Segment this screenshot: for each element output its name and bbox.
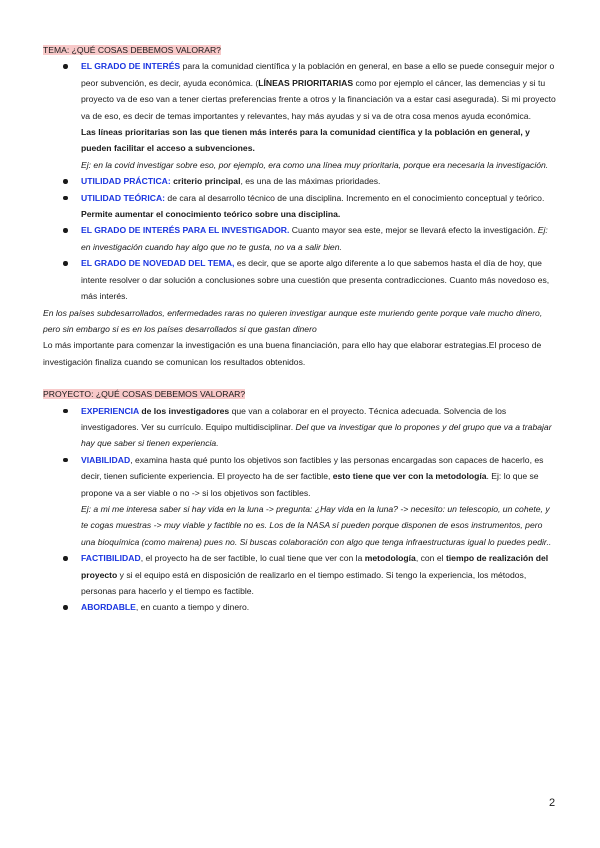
term-grado-interes: EL GRADO DE INTERÉS xyxy=(81,61,181,72)
example-text: Del que va investigar que lo propones y del grupo que va a trabajar hay que saber si tienen experiencia. xyxy=(81,421,552,449)
item-text: , es una de las máximas prioridades. xyxy=(240,176,381,187)
item-text: , con el xyxy=(415,553,446,564)
closing-paragraph: Lo más importante para comenzar la investigación es una buena financiación, para ello hay que elaborar estrategias.El proceso de investigación finaliza cuando se comunican los resultados obtenidos. xyxy=(43,340,542,367)
item-text: , en cuanto a tiempo y dinero. xyxy=(135,602,250,613)
example-text: Ej: a mi me interesa saber si hay vida en la luna -> pregunta: ¿Hay vida en la luna? -> necesito: un telescopio, un cohete, y te cogas muestras -> muy viable y factible no es. Los de la NASA sí pueden porque disponen de esos instrumentos, pero una bioquímica (como mairena) pues no. Si buscas colaboración con algo que tenga infraestructuras igual lo puedes pedir.. xyxy=(81,503,552,547)
term-utilidad-practica: UTILIDAD PRÁCTICA: xyxy=(81,176,171,187)
section-title-tema xyxy=(43,42,559,58)
term-interes-investigador: EL GRADO DE INTERÉS PARA EL INVESTIGADOR. xyxy=(81,225,290,236)
term-lineas-prioritarias: LÍNEAS PRIORITARIAS xyxy=(258,77,354,88)
item-text: y si el equipo está en disposición de realizarlo en el tiempo estimado. Si tengo la experiencia, los métodos, personas para hacerlo y el tiempo es factible. xyxy=(81,569,527,596)
term-utilidad-teorica: UTILIDAD TEÓRICA: xyxy=(81,192,166,203)
item-text: como por ejemplo el cáncer, las demencias y si tu proyecto va de eso van a tener ciertas preferencias frente a otros y la financiación va a estar casi asegurada). Si mi proyecto va de eso, es decir de temas importantes y relevantes, hay más ayudas y si va de otra cosa menos ayuda económica. xyxy=(81,77,556,121)
section-title-proyecto-text: PROYECTO: ¿QUÉ COSAS DEBEMOS VALORAR? xyxy=(43,389,246,400)
item-text: para la comunidad científica y la población en general, en base a ello se puede conseguir mejor o peor subvención, es decir, ayuda económica. ( xyxy=(81,61,555,88)
term-abordable: ABORDABLE xyxy=(81,602,136,613)
item-text: que van a colaborar en el proyecto. Técnica adecuada. Solvencia de los investigadores. Ver su currículo. Equipo multidisciplinar. xyxy=(81,405,507,432)
italic-note: En los países subdesarrollados, enfermedades raras no quieren investigar aunque este muriendo gente porque vale mucho dinero, pero sin embargo si es en los países desarrollados si que gastan dinero xyxy=(43,307,543,334)
item-text: , examina hasta qué punto los objetivos son factibles y las personas encargadas son capaces de hacerlo, es decir, tienen suficiente experiencia. El proyecto ha de ser factible, xyxy=(81,454,544,482)
list-item-factibilidad xyxy=(43,550,559,599)
list-item-grado-interes xyxy=(43,58,559,173)
bold-text: metodología xyxy=(364,553,416,564)
example-text: Ej: en la covid investigar sobre eso, por ejemplo, era como una línea muy prioritaria, porque era necesaria la investigación. xyxy=(81,159,549,170)
example-text: Ej: en investigación cuando hay algo que no te gusta, no va a salir bien. xyxy=(81,225,548,252)
bold-text: Permite aumentar el conocimiento teórico sobre una disciplina. xyxy=(81,209,341,220)
list-item-viabilidad xyxy=(43,452,559,550)
list-item-abordable xyxy=(43,599,559,615)
section-title-tema-text: TEMA: ¿QUÉ COSAS DEBEMOS VALORAR? xyxy=(43,45,221,55)
bold-text: tiempo de realización del proyecto xyxy=(81,553,549,580)
item-text: de cara al desarrollo técnico de una disciplina. Incremento en el conocimiento conceptual y teórico. xyxy=(165,192,545,203)
bold-text: de los investigadores xyxy=(138,405,230,416)
page-number: 2 xyxy=(549,797,556,809)
item-text: , el proyecto ha de ser factible, lo cual tiene que ver con la xyxy=(140,553,365,564)
list-item-utilidad-practica xyxy=(43,173,559,189)
list-item-utilidad-teorica xyxy=(43,190,559,223)
list-item-experiencia xyxy=(43,403,559,452)
tema-list xyxy=(43,58,559,304)
bold-text: esto tiene que ver con la metodología xyxy=(332,471,487,482)
section-title-proyecto xyxy=(43,386,559,402)
term-experiencia: EXPERIENCIA xyxy=(81,405,139,416)
list-item-novedad-tema xyxy=(43,255,559,304)
bold-text: criterio principal xyxy=(170,176,241,187)
document-page xyxy=(43,42,559,616)
item-text: Cuanto mayor sea este, mejor se llevará efecto la investigación. xyxy=(289,225,538,236)
list-item-interes-investigador xyxy=(43,222,559,255)
term-viabilidad: VIABILIDAD xyxy=(81,454,131,465)
bold-paragraph: Las líneas prioritarias son las que tienen más interés para la comunidad científica y la población en general, y pueden facilitar el acceso a subvenciones. xyxy=(81,127,530,154)
item-text: es decir, que se aporte algo diferente a lo que sabemos hasta el día de hoy, que intente resolver o dar solución a conclusiones sobre una cuestión que presenta contradicciones. Cuanto más novedoso es, más interés. xyxy=(81,258,550,302)
section-gap xyxy=(43,370,559,386)
proyecto-list xyxy=(43,403,559,616)
item-text: . Ej: lo que se propone va a ser viable o no -> si los objetivos son factibles. xyxy=(81,471,539,498)
term-factibilidad: FACTIBILIDAD xyxy=(81,553,141,564)
term-novedad-tema: EL GRADO DE NOVEDAD DEL TEMA, xyxy=(81,258,235,269)
